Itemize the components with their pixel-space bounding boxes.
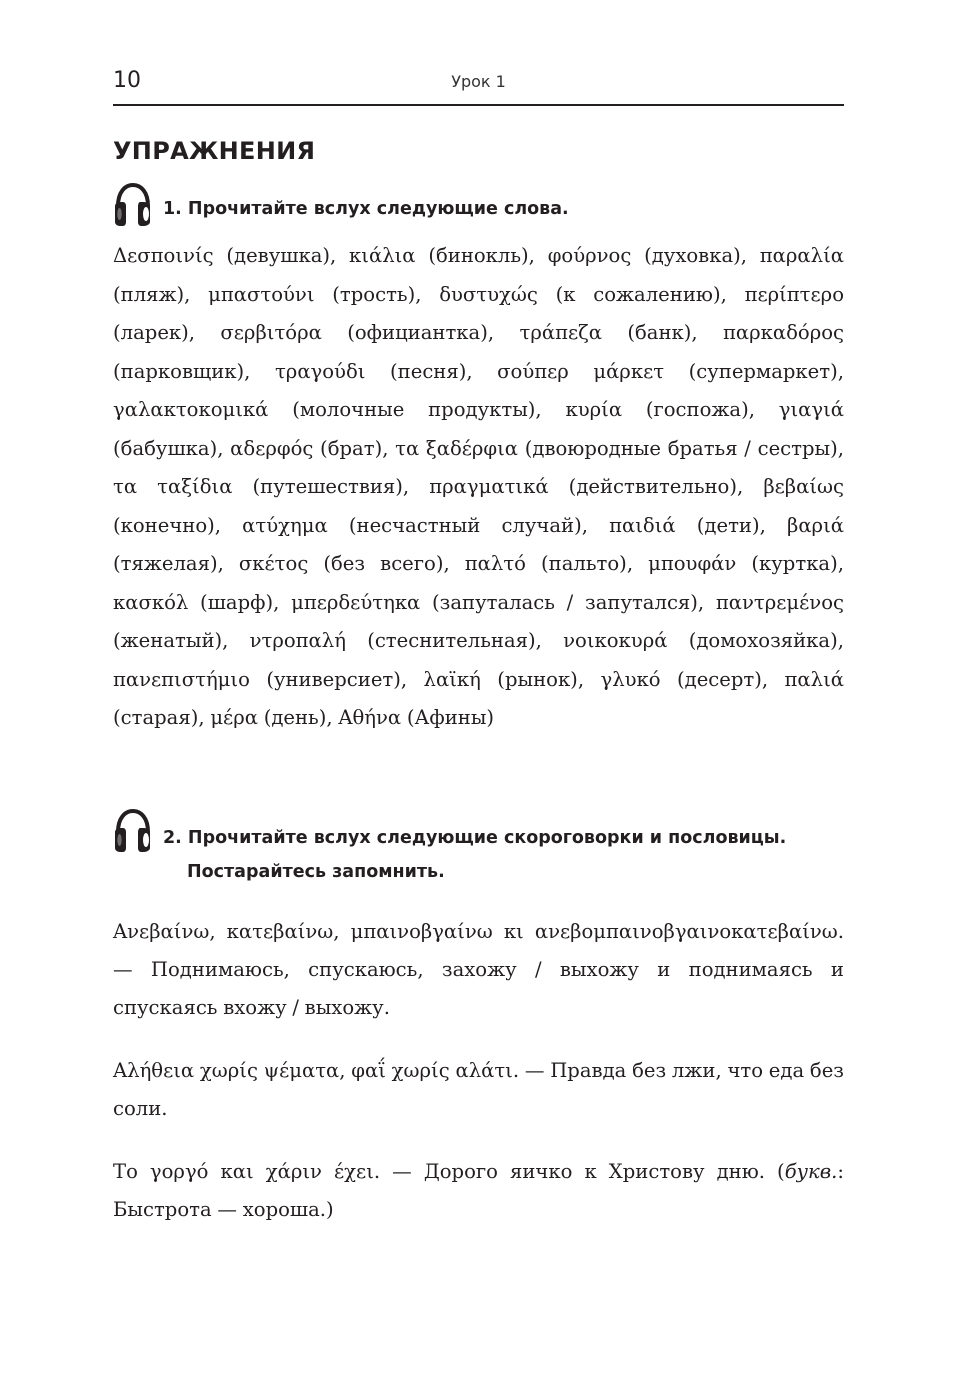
running-head: Урок 1 bbox=[451, 72, 506, 91]
proverb-3-text: Το γοργό και χάριν έχει. — Дорого яичко к Христову дню. bbox=[113, 1160, 765, 1183]
section-title: УПРАЖНЕНИЯ bbox=[113, 137, 316, 165]
page-header bbox=[113, 64, 844, 106]
proverb-2: Αλήθεια χωρίς ψέματα, φαΐ χωρίς αλάτι. — Правда без лжи, что еда без соли. bbox=[113, 1059, 844, 1120]
exercise-1-number: 1. bbox=[163, 199, 182, 219]
exercise-1-heading bbox=[113, 182, 844, 228]
headphones-icon bbox=[111, 182, 155, 228]
page-number: 10 bbox=[113, 68, 141, 93]
exercise-2-number: 2. bbox=[163, 828, 182, 848]
exercise-1-title: Прочитайте вслух следующие слова. bbox=[187, 199, 569, 219]
exercise-2-title-line1: Прочитайте вслух следующие скороговорки и пословицы. bbox=[187, 828, 787, 848]
exercise-2-heading bbox=[113, 808, 844, 882]
proverb-3-abbr: букв. bbox=[784, 1160, 838, 1183]
exercise-1-word-list: Δεσποινίς (девушка), κιάλια (бинокль), φούρνος (духовка), παραλία (пляж), μπαστούνι (трость), δυστυχώς (к сожалению), περίπτερο (ларек), σερβιτόρα (официантка), τράπεζα (банк), παρκαδόρος (парковщик), τραγούδι (песня), σούπερ μάρκετ (супермаркет), γαλακτοκομικά (молочные продукты), κυρία (госпожа), γιαγιά (бабушка), αδερφός (брат), τα ξαδέρφια (двоюродные братья / сестры), τα ταξίδια (путешествия), πραγματικά (действительно), βεβαίως (конечно), ατύχημα (несчастный случай), παιδιά (дети), βαριά (тяжелая), σκέτος (без всего), παλτό (пальто), μπουφάν (куртка), κασκόλ (шарф), μπερδεύτηκα (запуталась / запутался), παντρεμένος (женатый), ντροπαλή (стеснительная), νοικοκυρά (домохозяйка), πανεπιστήμιο (универсиет), λαϊκή (рынок), γλυκό (десерт), παλιά (старая), μέρα (день), Αθήνα (Афины) bbox=[113, 244, 844, 729]
proverb-3: Το γοργό και χάριν έχει. — Дорого яичко к Христову дню. (букв.: Быстрота — хороша.) bbox=[113, 1160, 844, 1221]
headphones-icon bbox=[111, 808, 155, 854]
exercise-2-title-line2: Постарайтесь запомнить. bbox=[187, 862, 445, 882]
proverb-1: Ανεβαίνω, κατεβαίνω, μπαινοβγαίνω κι ανεβομπαινοβγαινοκατεβαίνω. — Поднимаюсь, спускаюсь, захожу / выхожу и поднимаясь и спускаясь вхожу / выхожу. bbox=[113, 920, 844, 1019]
proverb-3-rest: : Быстрота — хороша.) bbox=[113, 1160, 844, 1221]
